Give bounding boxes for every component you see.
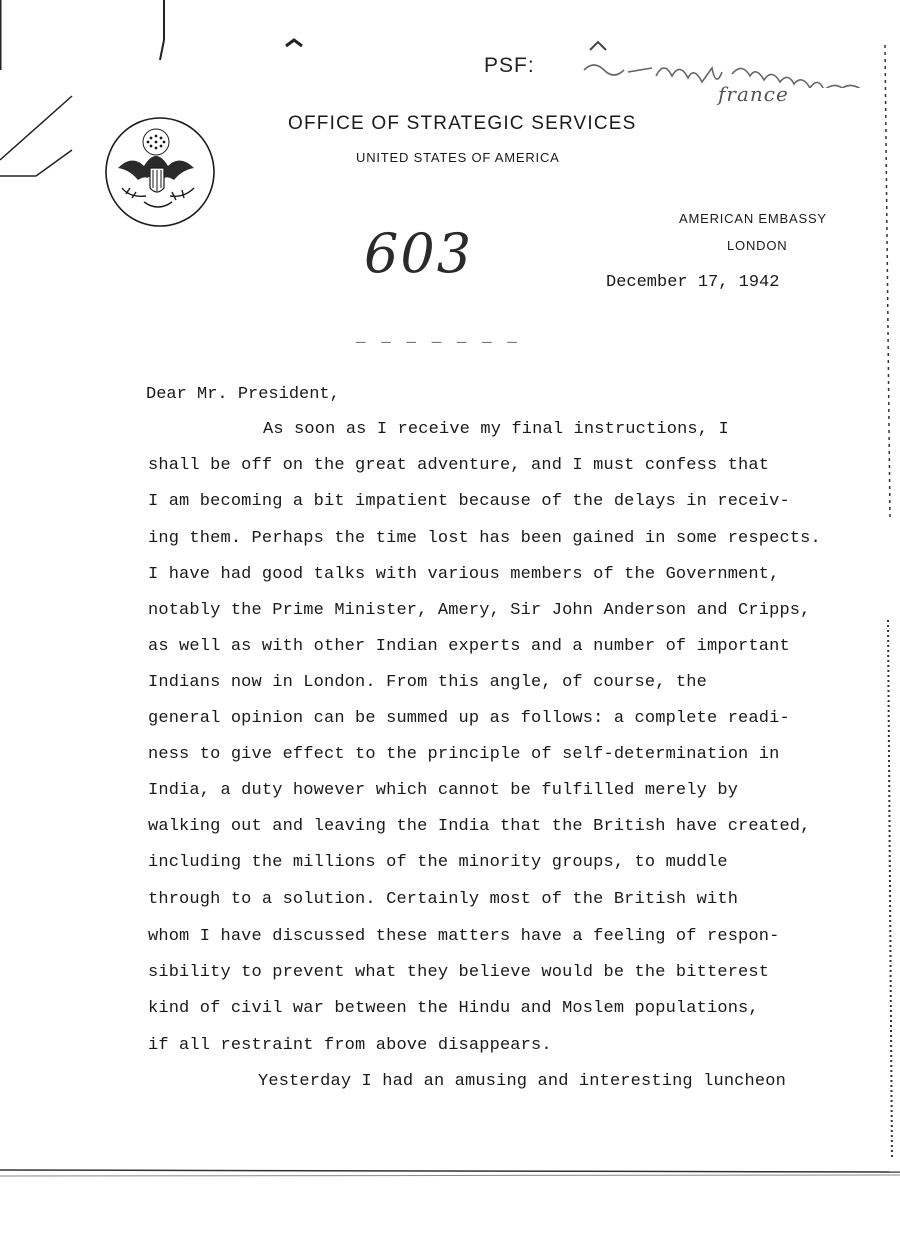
- right-edge-mark: [888, 620, 892, 1160]
- body-line: Yesterday I had an amusing and interesting luncheon: [258, 1072, 786, 1091]
- ink-mark: [590, 42, 606, 50]
- body-line: ing them. Perhaps the time lost has been gained in some respects.: [148, 529, 821, 548]
- ink-mark: [286, 40, 302, 46]
- letterhead-title: OFFICE OF STRATEGIC SERVICES: [288, 113, 637, 134]
- body-line: including the millions of the minority groups, to muddle: [148, 853, 728, 872]
- body-line: as well as with other Indian experts and a number of important: [148, 637, 790, 656]
- body-line: whom I have discussed these matters have a feeling of respon-: [148, 927, 780, 946]
- right-edge-mark: [885, 45, 890, 520]
- body-line: shall be off on the great adventure, and I must confess that: [148, 456, 770, 475]
- body-line: ness to give effect to the principle of self-determination in: [148, 745, 780, 764]
- corner-fold-line: [0, 96, 72, 160]
- body-line: notably the Prime Minister, Amery, Sir John Anderson and Cripps,: [148, 601, 811, 620]
- body-line: general opinion can be summed up as follows: a complete readi-: [148, 709, 790, 728]
- dashed-divider: _ _ _ _ _ _ _: [356, 328, 520, 346]
- location-line-1: AMERICAN EMBASSY: [679, 211, 827, 226]
- psf-annotation-subtext: france: [718, 82, 789, 106]
- handwritten-number: 603: [364, 222, 474, 285]
- great-seal-emblem: [104, 116, 216, 228]
- body-line: Indians now in London. From this angle, of course, the: [148, 673, 707, 692]
- body-line: if all restraint from above disappears.: [148, 1036, 552, 1055]
- body-line: As soon as I receive my final instructions, I: [263, 420, 729, 439]
- body-line: through to a solution. Certainly most of the British with: [148, 890, 739, 909]
- salutation: Dear Mr. President,: [146, 385, 340, 404]
- location-line-2: LONDON: [727, 238, 788, 253]
- page-bottom-edge: [0, 1170, 900, 1172]
- letterhead-subtitle: UNITED STATES OF AMERICA: [356, 150, 560, 165]
- body-line: sibility to prevent what they believe would be the bitterest: [148, 963, 770, 982]
- corner-fold-line: [36, 150, 72, 176]
- body-line: walking out and leaving the India that the British have created,: [148, 817, 811, 836]
- body-line: India, a duty however which cannot be fulfilled merely by: [148, 781, 739, 800]
- body-line: kind of civil war between the Hindu and Moslem populations,: [148, 999, 759, 1018]
- body-line: I have had good talks with various members of the Government,: [148, 565, 780, 584]
- page-bottom-edge: [0, 1175, 900, 1176]
- letter-date: December 17, 1942: [606, 273, 780, 292]
- corner-fold-line: [160, 40, 164, 60]
- body-line: I am becoming a bit impatient because of the delays in receiv-: [148, 492, 790, 511]
- psf-annotation: PSF:: [484, 54, 535, 77]
